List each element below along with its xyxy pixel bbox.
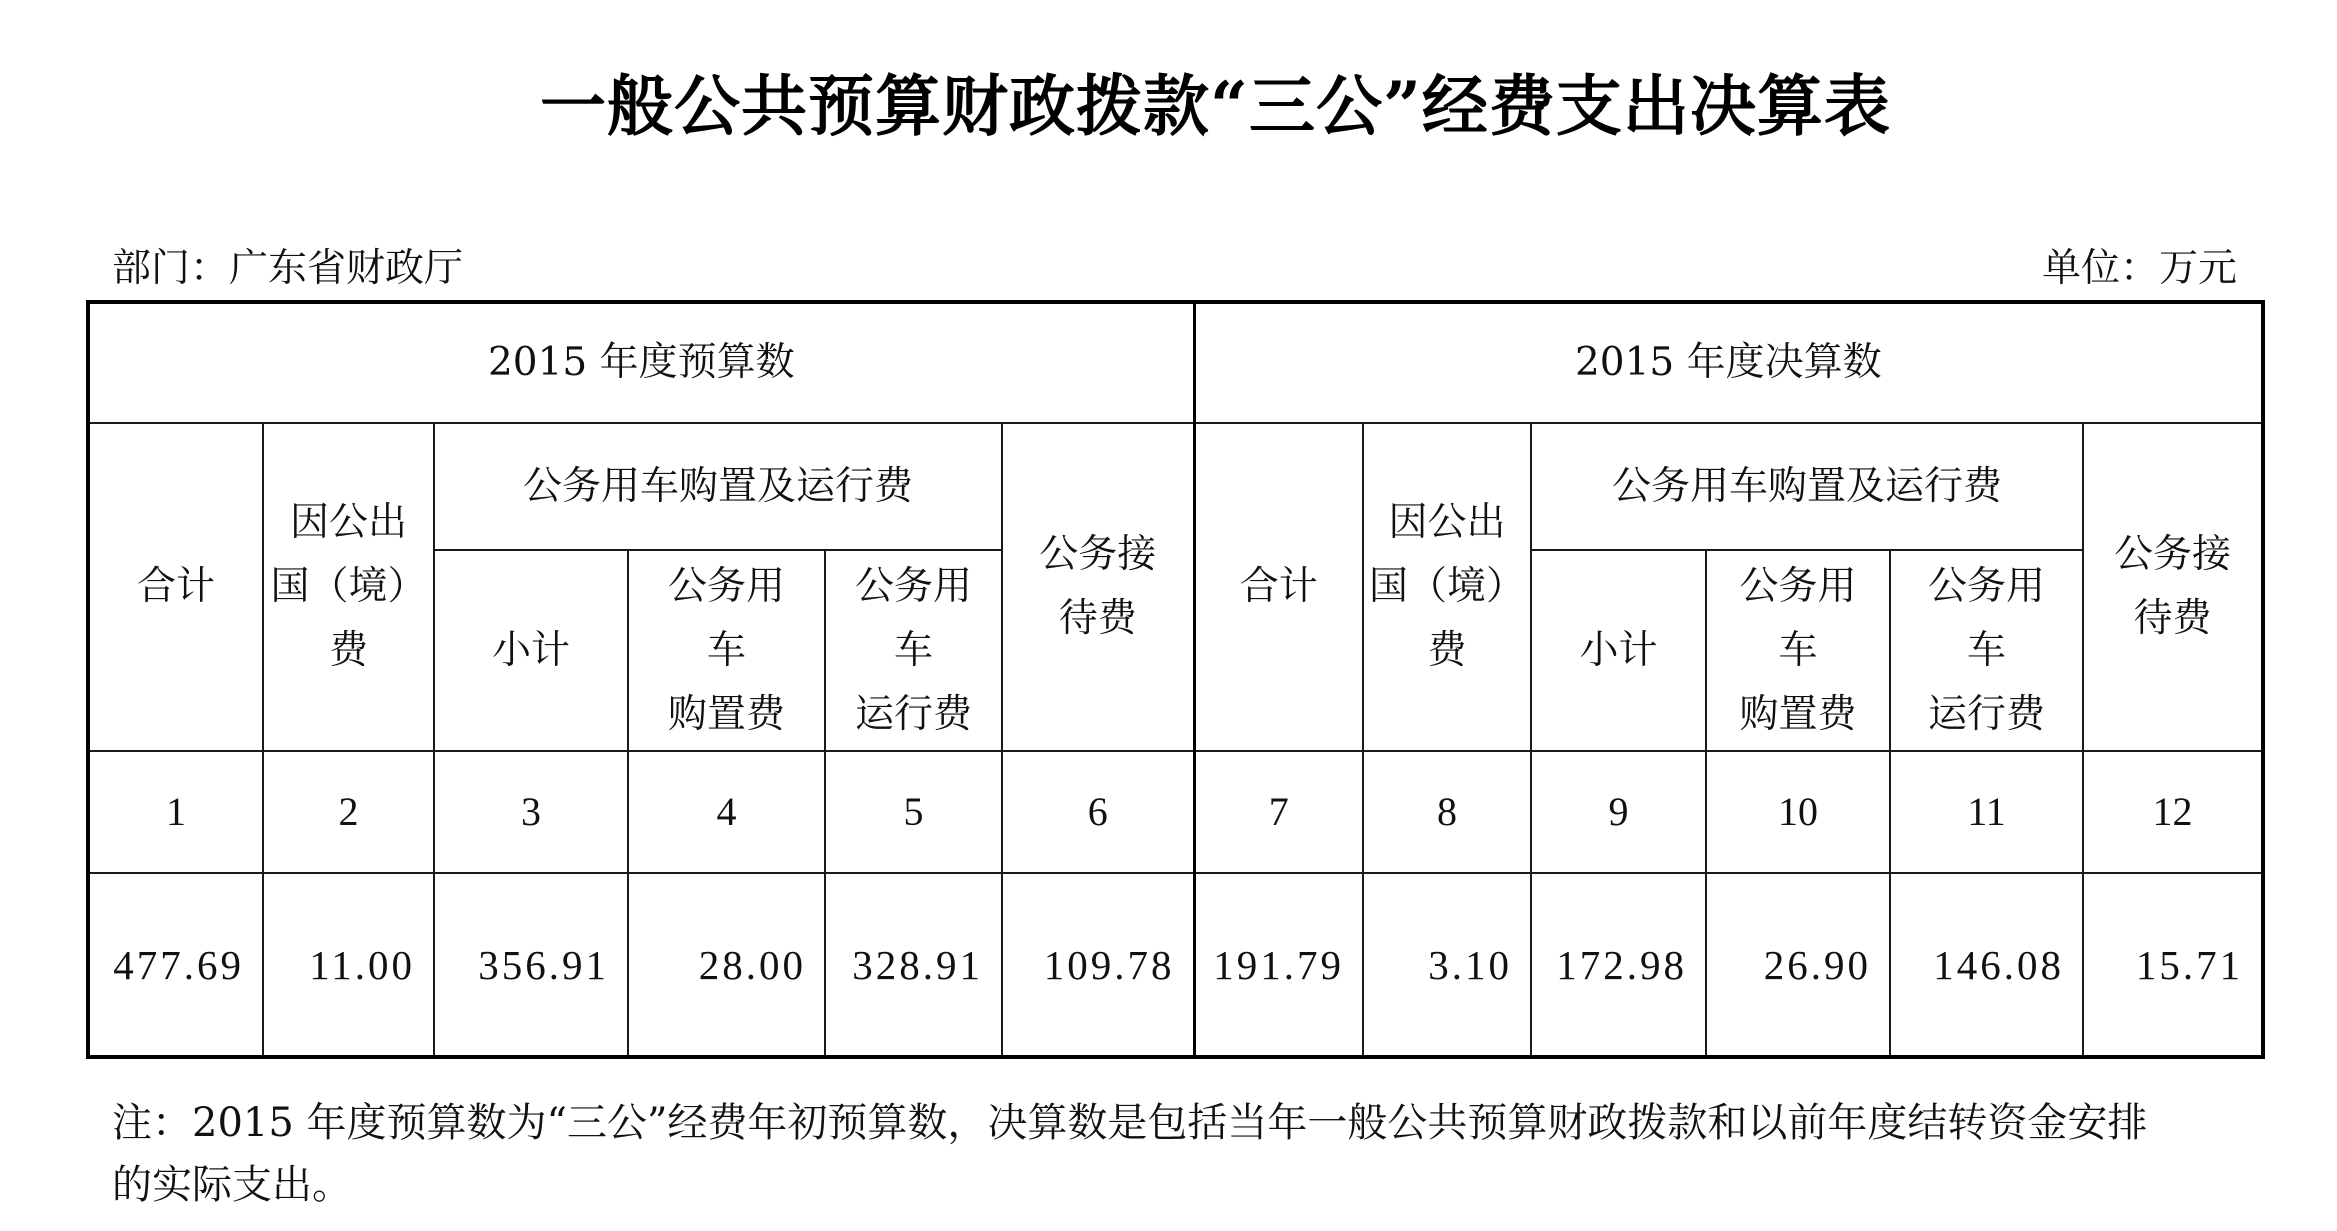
final-total-value: 191.79 (1194, 873, 1363, 1057)
header-line: 车 (706, 627, 746, 673)
header-line: 公务用 (854, 563, 972, 609)
final-vehicle-operation-value: 146.08 (1890, 873, 2083, 1057)
budget-vehicle-header: 公务用车购置及运行费 (434, 423, 1002, 550)
header-line: 待费 (2133, 596, 2212, 641)
budget-overseas-value: 11.00 (263, 873, 434, 1057)
department-label: 部门：广东省财政厅 (112, 246, 464, 291)
column-number: 1 (88, 751, 263, 873)
column-number: 11 (1890, 751, 2083, 873)
final-overseas-value: 3.10 (1363, 873, 1531, 1057)
header-line: 因公出 (289, 500, 407, 545)
header-line: 因公出 (1388, 500, 1506, 545)
budget-reception-header (1002, 423, 1194, 751)
column-number: 7 (1194, 751, 1363, 873)
column-number: 12 (2083, 751, 2263, 873)
budget-reception-value: 109.78 (1002, 873, 1194, 1057)
header-line: 公务用 (1928, 563, 2046, 609)
header-line: 公务用 (1739, 563, 1857, 609)
document-title: 一般公共预算财政拨款“三公”经费支出决算表 (540, 67, 1891, 145)
final-group-header: 2015 年度决算数 (1194, 302, 2263, 423)
header-line: 费 (1427, 628, 1467, 673)
unit-label: 单位：万元 (2041, 246, 2237, 291)
budget-group-header: 2015 年度预算数 (88, 302, 1194, 423)
column-number: 8 (1363, 751, 1531, 873)
budget-vehicle-subtotal-header: 小计 (434, 550, 628, 751)
budget-vehicle-subtotal-value: 356.91 (434, 873, 628, 1057)
budget-total-value: 477.69 (88, 873, 263, 1057)
final-vehicle-subtotal-header: 小计 (1531, 550, 1706, 751)
value-row (88, 873, 2263, 1057)
budget-vehicle-purchase-value: 28.00 (628, 873, 825, 1057)
column-number-row (88, 751, 2263, 873)
header-line: 国（境） (1369, 564, 1526, 609)
budget-vehicle-operation-header (825, 550, 1002, 751)
header-line: 公务用 (667, 563, 785, 609)
column-number: 5 (825, 751, 1002, 873)
final-reception-value: 15.71 (2083, 873, 2263, 1057)
header-line: 运行费 (1928, 691, 2046, 737)
header-line: 车 (1778, 627, 1818, 673)
budget-overseas-header (263, 423, 434, 751)
column-number: 4 (628, 751, 825, 873)
expense-table (86, 300, 2265, 1059)
budget-total-header: 合计 (88, 423, 263, 751)
footnote (112, 1092, 2147, 1216)
footnote-line: 的实际支出。 (112, 1162, 352, 1208)
budget-vehicle-operation-value: 328.91 (825, 873, 1002, 1057)
column-number: 10 (1706, 751, 1890, 873)
header-line: 公务接 (1039, 532, 1157, 577)
footnote-line: 注：2015 年度预算数为“三公”经费年初预算数，决算数是包括当年一般公共预算财政拨款和以前年度结转资金安排 (112, 1100, 2148, 1146)
final-reception-header (2083, 423, 2263, 751)
header-line: 购置费 (667, 691, 785, 737)
final-total-header: 合计 (1194, 423, 1363, 751)
final-vehicle-purchase-header (1706, 550, 1890, 751)
header-line: 公务接 (2114, 532, 2232, 577)
final-vehicle-header: 公务用车购置及运行费 (1531, 423, 2083, 550)
header-line: 购置费 (1739, 691, 1857, 737)
group-header-row (88, 302, 2263, 423)
final-vehicle-subtotal-value: 172.98 (1531, 873, 1706, 1057)
category-header-row (88, 423, 2263, 550)
header-line: 车 (1967, 627, 2007, 673)
column-number: 9 (1531, 751, 1706, 873)
header-line: 运行费 (854, 691, 972, 737)
final-vehicle-purchase-value: 26.90 (1706, 873, 1890, 1057)
column-number: 3 (434, 751, 628, 873)
final-overseas-header (1363, 423, 1531, 751)
header-line: 国（境） (270, 564, 427, 609)
header-line: 费 (328, 628, 368, 673)
header-line: 车 (893, 627, 933, 673)
column-number: 6 (1002, 751, 1194, 873)
budget-vehicle-purchase-header (628, 550, 825, 751)
final-vehicle-operation-header (1890, 550, 2083, 751)
header-line: 待费 (1058, 596, 1137, 641)
column-number: 2 (263, 751, 434, 873)
